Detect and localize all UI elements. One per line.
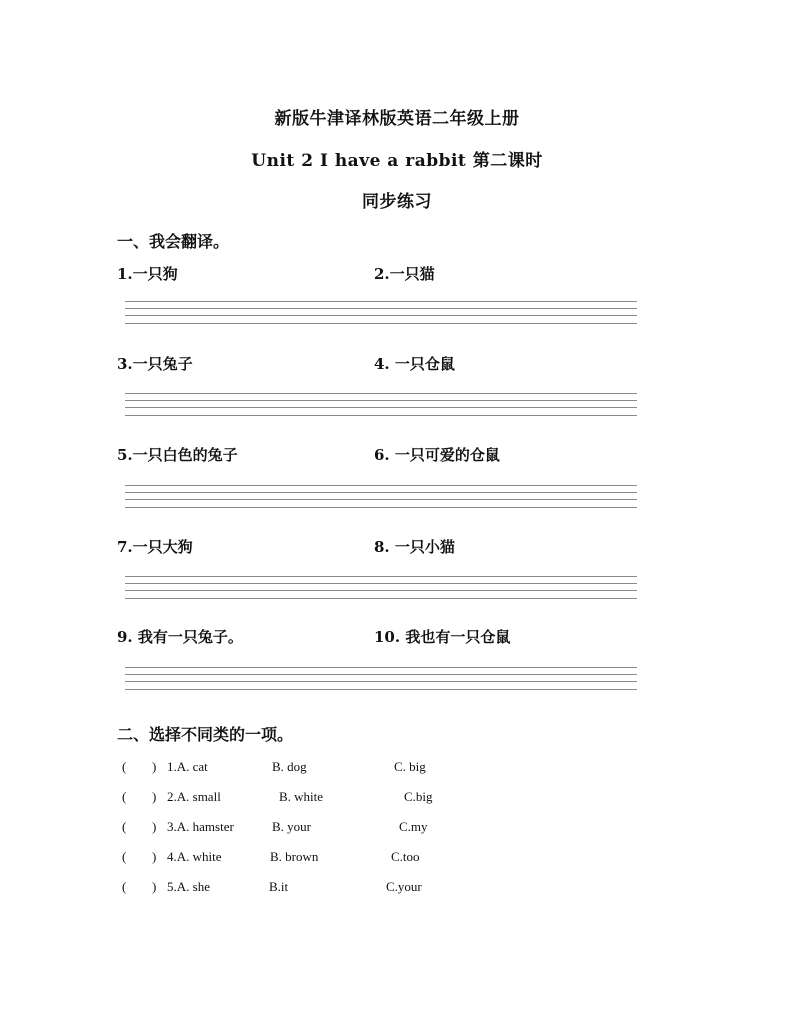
document-title: 新版牛津译林版英语二年级上册 xyxy=(274,109,520,129)
translation-pair-3 xyxy=(117,444,677,504)
answer-line[interactable] xyxy=(125,485,637,486)
answer-blank-open[interactable]: ( xyxy=(122,849,127,864)
answer-line[interactable] xyxy=(125,492,637,493)
translation-pair-1 xyxy=(117,263,677,323)
answer-line[interactable] xyxy=(125,499,637,500)
translation-item-3: 3.一只兔子 xyxy=(117,355,193,373)
option-a: 2.A. small xyxy=(167,789,221,804)
translation-item-4: 4. 一只仓鼠 xyxy=(374,355,455,373)
option-b: B.it xyxy=(269,879,289,894)
answer-line[interactable] xyxy=(125,583,637,584)
option-b: B. dog xyxy=(272,759,307,774)
answer-blank-open[interactable]: ( xyxy=(122,879,127,894)
translation-pair-2 xyxy=(117,353,677,413)
exercise-type: 同步练习 xyxy=(362,192,432,212)
answer-line[interactable] xyxy=(125,407,637,408)
section1-heading: 一、我会翻译。 xyxy=(117,232,230,251)
translation-item-2: 2.一只猫 xyxy=(374,265,435,283)
option-c: C. big xyxy=(394,759,426,774)
translation-pair-5 xyxy=(117,626,677,686)
answer-blank-close[interactable]: ) xyxy=(152,879,157,894)
answer-line[interactable] xyxy=(125,400,637,401)
translation-item-6: 6. 一只可爱的仓鼠 xyxy=(374,446,500,464)
answer-line[interactable] xyxy=(125,308,637,309)
answer-line[interactable] xyxy=(125,323,637,324)
answer-blank-open[interactable]: ( xyxy=(122,789,127,804)
answer-line[interactable] xyxy=(125,576,637,577)
option-a: 5.A. she xyxy=(167,879,210,894)
answer-line[interactable] xyxy=(125,667,637,668)
answer-line[interactable] xyxy=(125,507,637,508)
translation-item-10: 10. 我也有一只仓鼠 xyxy=(374,628,511,646)
translation-item-8: 8. 一只小猫 xyxy=(374,538,455,556)
answer-blank-close[interactable]: ) xyxy=(152,819,157,834)
option-b: B. brown xyxy=(270,849,319,864)
option-c: C.my xyxy=(399,819,428,834)
option-b: B. your xyxy=(272,819,311,834)
option-c: C.your xyxy=(386,879,422,894)
option-a: 1.A. cat xyxy=(167,759,208,774)
option-a: 4.A. white xyxy=(167,849,222,864)
answer-blank-open[interactable]: ( xyxy=(122,819,127,834)
answer-line[interactable] xyxy=(125,598,637,599)
answer-line[interactable] xyxy=(125,674,637,675)
answer-line[interactable] xyxy=(125,393,637,394)
translation-item-1: 1.一只狗 xyxy=(117,265,178,283)
translation-item-9: 9. 我有一只兔子。 xyxy=(117,628,243,646)
translation-item-5: 5.一只白色的兔子 xyxy=(117,446,238,464)
option-c: C.big xyxy=(404,789,433,804)
answer-line[interactable] xyxy=(125,590,637,591)
answer-blank-close[interactable]: ) xyxy=(152,849,157,864)
option-b: B. white xyxy=(279,789,324,804)
unit-subtitle: Unit 2 I have a rabbit 第二课时 xyxy=(251,151,543,171)
answer-line[interactable] xyxy=(125,681,637,682)
answer-line[interactable] xyxy=(125,689,637,690)
answer-blank-open[interactable]: ( xyxy=(122,759,127,774)
answer-line[interactable] xyxy=(125,415,637,416)
option-c: C.too xyxy=(391,849,420,864)
section2-heading: 二、选择不同类的一项。 xyxy=(117,725,294,744)
answer-line[interactable] xyxy=(125,315,637,316)
translation-pair-4 xyxy=(117,536,677,596)
answer-blank-close[interactable]: ) xyxy=(152,759,157,774)
answer-line[interactable] xyxy=(125,301,637,302)
option-a: 3.A. hamster xyxy=(167,819,234,834)
translation-item-7: 7.一只大狗 xyxy=(117,538,193,556)
answer-blank-close[interactable]: ) xyxy=(152,789,157,804)
